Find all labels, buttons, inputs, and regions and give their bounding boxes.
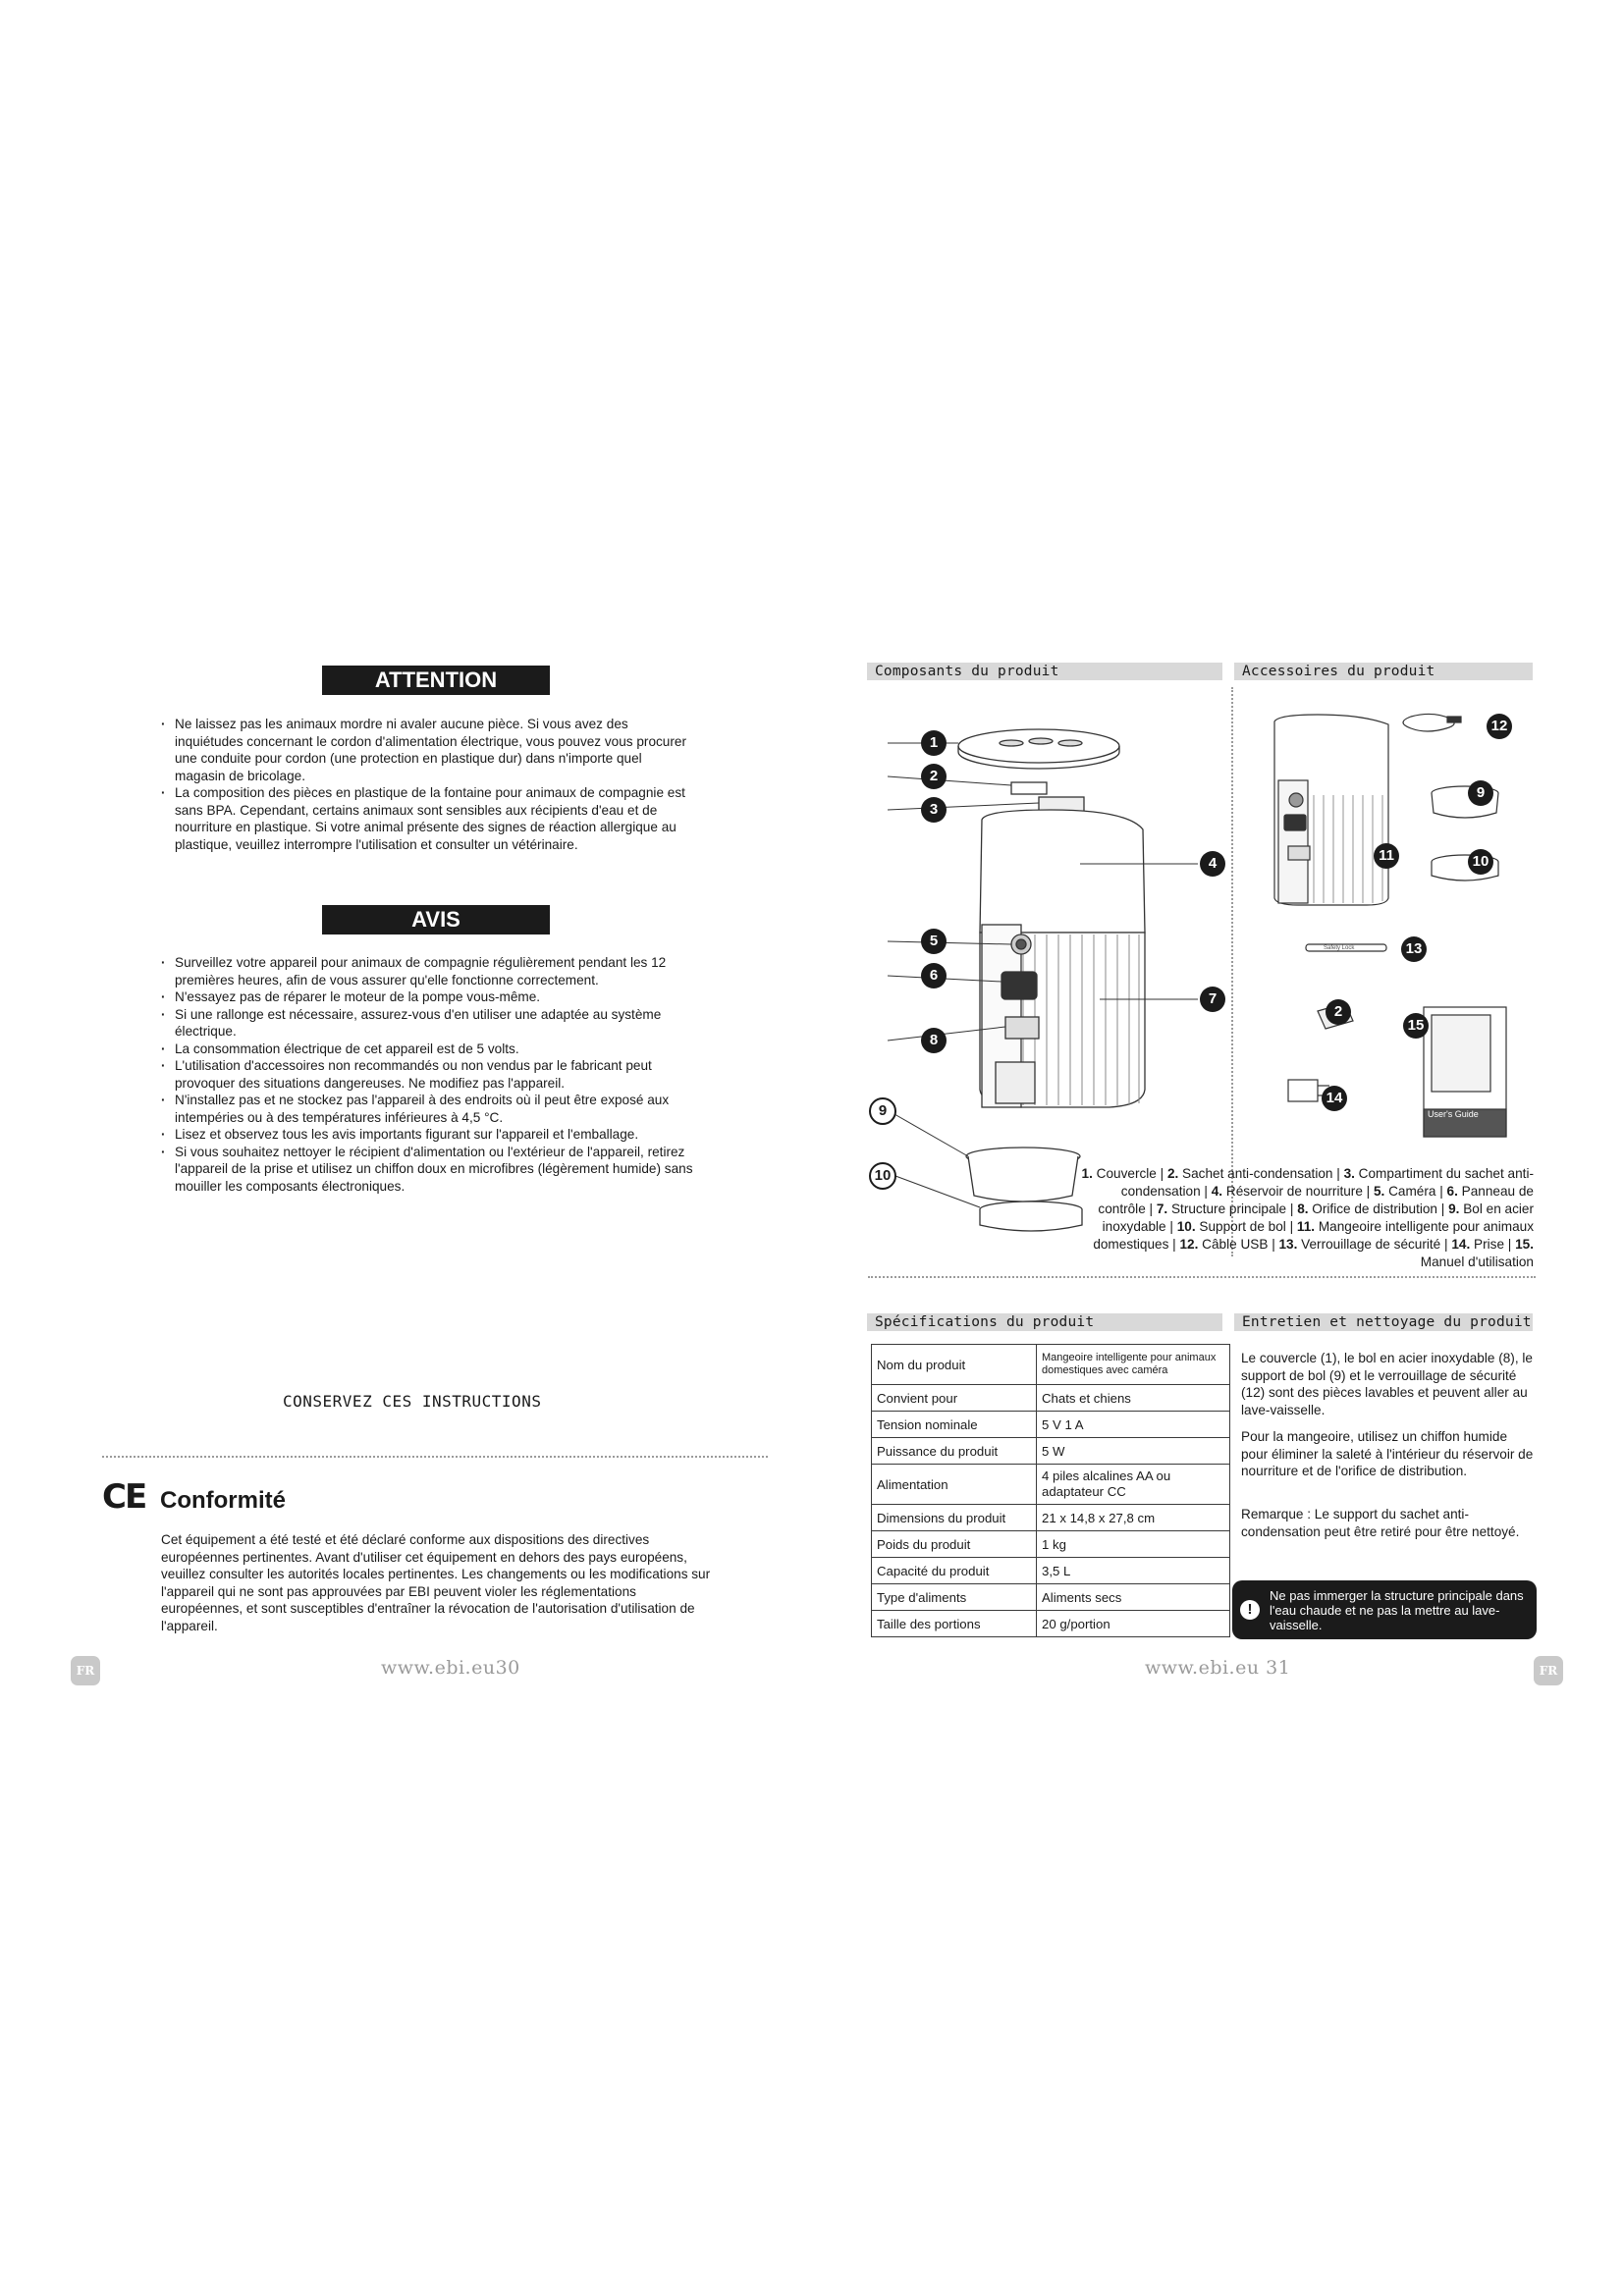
component-number-7: 7 [1200,987,1225,1012]
conformity-title: Conformité [160,1487,286,1514]
legend-label: Bol en acier inoxydable | [1102,1201,1534,1234]
spec-value: 20 g/portion [1037,1611,1230,1637]
accessory-number-11: 11 [1374,843,1399,869]
specs-header: Spécifications du produit [867,1313,1222,1331]
maintenance-note: Remarque : Le support du sachet anti-condensation peut être retiré pour être nettoyé. [1241,1507,1520,1539]
warning-icon: ! [1240,1600,1260,1620]
components-legend [1072,1165,1534,1271]
component-number-5: 5 [921,929,947,954]
legend-number: 5. [1373,1184,1385,1199]
table-row [872,1558,1230,1584]
spec-key: Capacité du produit [872,1558,1037,1584]
spec-value: Mangeoire intelligente pour animaux domestiques avec caméra [1037,1345,1230,1385]
table-row [872,1505,1230,1531]
legend-number: 12. [1179,1237,1199,1252]
accessory-number-10: 10 [1468,849,1493,875]
avis-item: · L'utilisation d'accessoires non recommandés ou non vendus par le fabricant peut provoquer des situations dangereuses. Ne modifiez pas l'appareil. [161,1057,703,1092]
accessory-number-9: 9 [1468,780,1493,806]
spec-key: Dimensions du produit [872,1505,1037,1531]
legend-number: 6. [1446,1184,1458,1199]
spec-key: Nom du produit [872,1345,1037,1385]
avis-banner: AVIS [322,905,550,934]
component-number-8: 8 [921,1028,947,1053]
legend-label: Structure principale | [1167,1201,1298,1216]
legend-label: Manuel d'utilisation [1420,1255,1534,1269]
avis-item: · N'installez pas et ne stockez pas l'appareil à des endroits où il peut être exposé aux intempéries ou à des températures inférieures à 4,5 °C. [161,1092,703,1126]
accessory-number-14: 14 [1322,1086,1347,1111]
legend-number: 3. [1343,1166,1355,1181]
component-number-3: 3 [921,797,947,823]
spec-value: 3,5 L [1037,1558,1230,1584]
table-row [872,1611,1230,1637]
spec-key: Alimentation [872,1465,1037,1505]
component-number-6: 6 [921,963,947,988]
avis-item: · Surveillez votre appareil pour animaux de compagnie régulièrement pendant les 12 premières heures, afin de vous assurer qu'elle fonctionne correctement. [161,954,703,988]
table-row [872,1345,1230,1385]
legend-number: 2. [1166,1166,1179,1181]
spec-key: Type d'aliments [872,1584,1037,1611]
right-footer-url: www.ebi.eu 31 [1145,1657,1291,1679]
legend-number: 14. [1451,1237,1471,1252]
legend-label: Panneau de contrôle | [1098,1184,1534,1216]
legend-number: 7. [1156,1201,1168,1216]
component-number-10: 10 [869,1162,896,1190]
attention-list [161,716,691,853]
legend-label: Câble USB | [1198,1237,1279,1252]
avis-item: · Si une rallonge est nécessaire, assurez-vous d'en utiliser une adaptée au système électrique. [161,1006,703,1041]
attention-item: · La composition des pièces en plastique de la fontaine pour animaux de compagnie est sans BPA. Cependant, certains animaux sont sensibles aux récipients d'eau et de nourriture en plastique. Si votre animal présente des signes de réaction allergique au plastique, veuillez interrompre l'utilisation et consulter un vétérinaire. [161,784,691,853]
spec-value: Chats et chiens [1037,1385,1230,1412]
component-number-1: 1 [921,730,947,756]
spec-value: Aliments secs [1037,1584,1230,1611]
avis-item: · Si vous souhaitez nettoyer le récipient d'alimentation ou l'extérieur de l'appareil, retirez l'appareil de la prise et utilisez un chiffon doux en microfibres (légèrement humide) sans mouiller les composants électroniques. [161,1144,703,1196]
accessories-header: Accessoires du produit [1234,663,1533,680]
right-divider [868,1276,1536,1278]
right-lang-badge: FR [1534,1656,1563,1685]
legend-label: Couvercle | [1092,1166,1167,1181]
accessories-diagram [1239,687,1534,1158]
accessory-number-15: 15 [1403,1013,1429,1039]
specs-table [871,1344,1230,1637]
spec-key: Puissance du produit [872,1438,1037,1465]
table-row [872,1465,1230,1505]
legend-label: Compartiment du sachet anti-condensation | [1120,1166,1534,1199]
table-row [872,1531,1230,1558]
accessory-number-13: 13 [1401,936,1427,962]
left-lang-badge: FR [71,1656,100,1685]
avis-list [161,954,703,1195]
legend-number: 10. [1176,1219,1196,1234]
left-divider [102,1456,768,1458]
legend-label: Verrouillage de sécurité | [1297,1237,1452,1252]
avis-item: · N'essayez pas de réparer le moteur de la pompe vous-même. [161,988,703,1006]
component-number-4: 4 [1200,851,1225,877]
legend-number: 8. [1297,1201,1309,1216]
warning-text: Ne pas immerger la structure principale dans l'eau chaude et ne pas la mettre au lave-vaisselle. [1270,1588,1524,1632]
maintenance-header: Entretien et nettoyage du produit [1234,1313,1533,1331]
component-number-9: 9 [869,1097,896,1125]
legend-number: 4. [1211,1184,1223,1199]
table-row [872,1412,1230,1438]
accessory-number-2: 2 [1326,999,1351,1025]
attention-item: · Ne laissez pas les animaux mordre ni avaler aucune pièce. Si vous avez des inquiétudes concernant le cordon d'alimentation électrique, vous pouvez vous procurer une conduite pour cordon (une protection en plastique dur) dans n'importe quel magasin de bricolage. [161,716,691,784]
users-guide-label: User's Guide [1428,1109,1479,1119]
table-row [872,1438,1230,1465]
conformity-text: Cet équipement a été testé et été déclaré conforme aux dispositions des directives européennes pertinentes. Avant d'utiliser cet équipement en dehors des pays européens, veuillez consulter les autorités locales pertinentes. Les changements ou les modifications sur l'appareil qui ne sont pas approuvées par EBI peuvent violer les réglementations européennes, et sont susceptibles d'entraîner la révocation de l'autorisation d'utilisation de l'appareil. [161,1532,711,1633]
component-number-2: 2 [921,764,947,789]
legend-label: Sachet anti-condensation | [1178,1166,1344,1181]
spec-value: 5 W [1037,1438,1230,1465]
keep-instructions: CONSERVEZ CES INSTRUCTIONS [283,1392,542,1411]
legend-label: Caméra | [1384,1184,1447,1199]
table-row [872,1385,1230,1412]
avis-item: · Lisez et observez tous les avis importants figurant sur l'appareil et l'emballage. [161,1126,703,1144]
legend-number: 1. [1081,1166,1093,1181]
legend-number: 15. [1515,1237,1534,1252]
accessory-number-12: 12 [1487,714,1512,739]
legend-number: 11. [1296,1219,1316,1234]
legend-label: Orifice de distribution | [1308,1201,1449,1216]
maintenance-paragraph: Pour la mangeoire, utilisez un chiffon humide pour éliminer la saleté à l'intérieur du réservoir de nourriture et de l'orifice de distribution. [1241,1429,1534,1478]
legend-label: Mangeoire intelligente pour animaux domestiques | [1093,1219,1534,1252]
ce-mark-icon: CE [102,1477,146,1517]
left-footer-url: www.ebi.eu30 [381,1657,520,1679]
spec-key: Tension nominale [872,1412,1037,1438]
avis-item: · La consommation électrique de cet appareil est de 5 volts. [161,1041,703,1058]
spec-value: 4 piles alcalines AA ou adaptateur CC [1037,1465,1230,1505]
spec-value: 5 V 1 A [1037,1412,1230,1438]
legend-number: 9. [1448,1201,1460,1216]
safety-lock-label: Safety Lock [1324,945,1355,951]
spec-value: 21 x 14,8 x 27,8 cm [1037,1505,1230,1531]
table-row [872,1584,1230,1611]
product-exploded-diagram [864,687,1227,1237]
attention-banner: ATTENTION [322,666,550,695]
components-header: Composants du produit [867,663,1222,680]
legend-number: 13. [1278,1237,1298,1252]
legend-label: Réservoir de nourriture | [1222,1184,1374,1199]
legend-label: Prise | [1470,1237,1516,1252]
legend-label: Support de bol | [1195,1219,1297,1234]
spec-key: Taille des portions [872,1611,1037,1637]
warning-box [1232,1580,1537,1639]
spec-key: Poids du produit [872,1531,1037,1558]
maintenance-paragraph: Le couvercle (1), le bol en acier inoxydable (8), le support de bol (9) et le verrouillage de sécurité (12) sont des pièces lavables et peuvent aller au lave-vaisselle. [1241,1351,1533,1417]
spec-value: 1 kg [1037,1531,1230,1558]
spec-key: Convient pour [872,1385,1037,1412]
